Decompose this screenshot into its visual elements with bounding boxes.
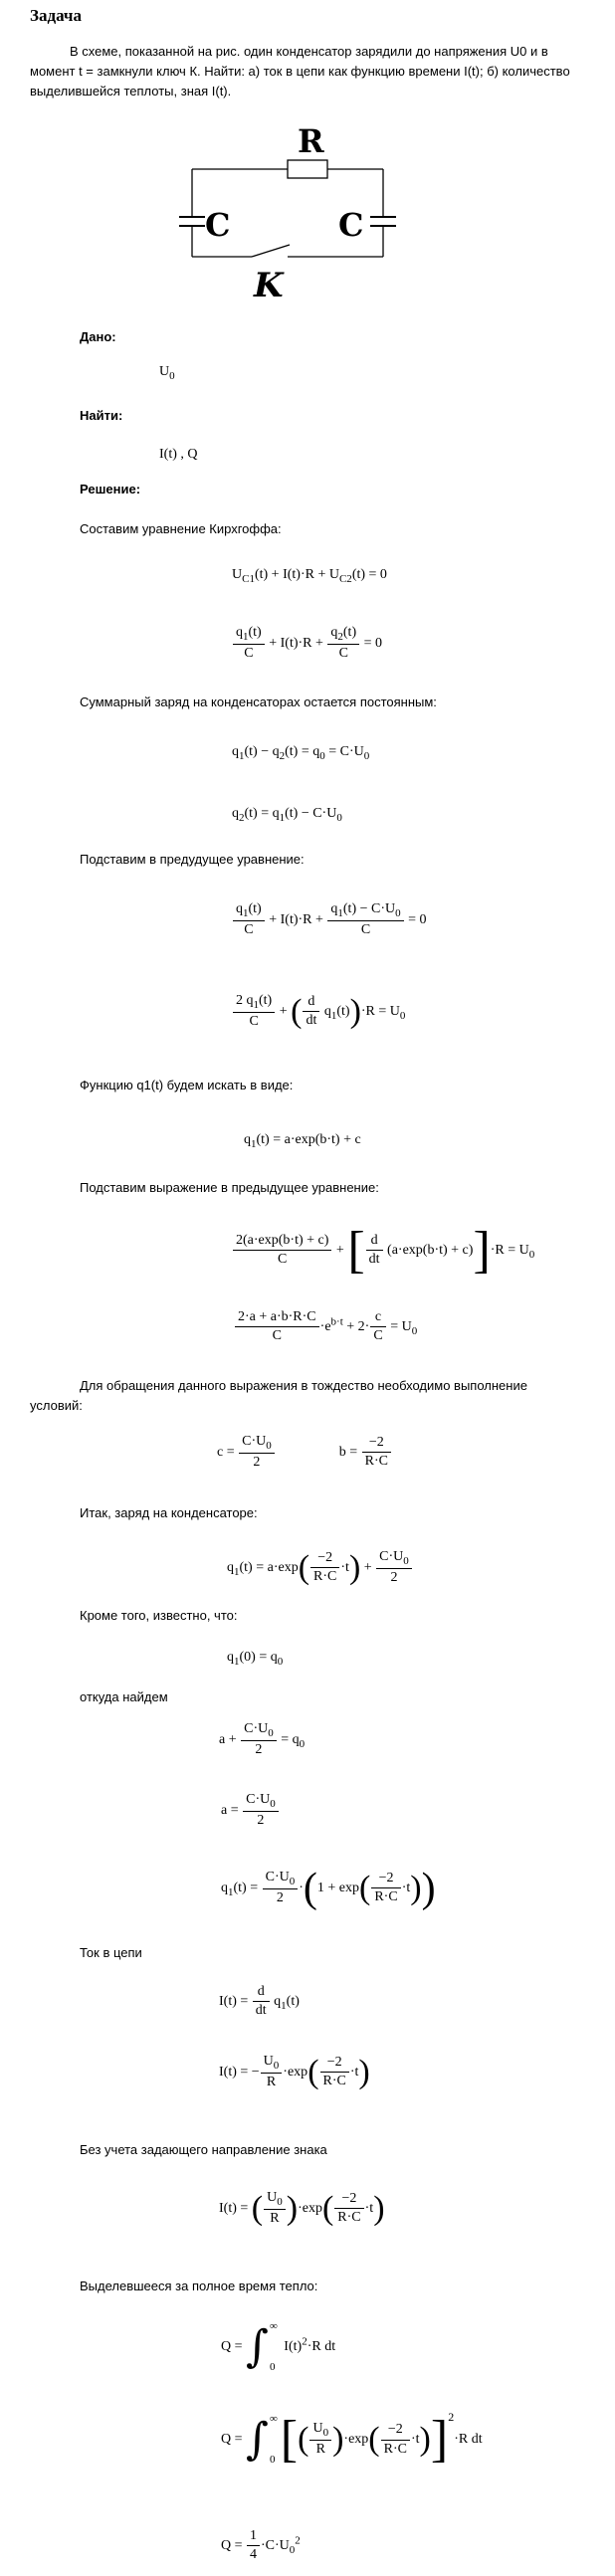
eq-current-magnitude: I(t) = ( $\frac{U_0}{R}$ )·exp( $\frac{-2}{R\cdot C}$ ·t) xyxy=(219,2189,385,2227)
step-substitute1: Подставим в предудущее уравнение: xyxy=(80,852,305,867)
switch-label: K xyxy=(254,266,284,305)
eq-current-solution: I(t) = − $\frac{U_0}{R}$ ·exp( $\frac{-2}{R\cdot C}$ ·t) xyxy=(219,2053,370,2090)
eq-a-equation: a + $\frac{C\cdot U_0}{2}$ = $q_0$ xyxy=(219,1720,305,1759)
eq-substituted: $\frac{q_1(t)}{C}$ + I(t)·R + $\frac{q_1(t) - C\cdot U_0}{C}$ = 0 xyxy=(232,900,427,939)
integral-icon: ∫ xyxy=(246,2414,269,2465)
step-substitute2: Подставим выражение в предыдущее уравнение: xyxy=(80,1180,379,1195)
eq-kirchhoff-charge: $\frac{q_1(t)}{C}$ + I(t)·R + $\frac{q_2(t)}{C}$ = 0 xyxy=(232,624,382,663)
capacitor-right-label: C xyxy=(338,206,364,244)
eq-coefficients: c = $\frac{C\cdot U_0}{2}$ b = $\frac{-2}{R\cdot C}$ xyxy=(217,1433,392,1472)
step-current: Ток в цепи xyxy=(80,1945,142,1960)
fraction: $\frac{2\cdot a + a\cdot b\cdot R\cdot C}{C}$ xyxy=(235,1308,319,1345)
integral-lower-limit: 0 xyxy=(269,2454,276,2466)
step-identity: Для обращения данного выражения в тождество необходимо выполнение условий: xyxy=(30,1378,527,1413)
fraction: $\frac{c}{C}$ xyxy=(370,1308,385,1345)
eq-heat-integral-expanded: Q = ∫ ∞ 0 [( $\frac{U_0}{R}$ )·exp( $\frac{-2}{R\cdot C}$ ·t)]2·R dt xyxy=(221,2410,483,2468)
integral xyxy=(246,2321,281,2373)
fraction: $\frac{1}{4}$ xyxy=(247,2527,260,2564)
fraction: $\frac{U_0}{R}$ xyxy=(264,2189,286,2228)
step-heat: Выделевшееся за полное время тепло: xyxy=(80,2279,318,2293)
fraction: $\frac{-2}{R\cdot C}$ xyxy=(320,2054,349,2090)
fraction: $\frac{C\cdot U_0}{2}$ xyxy=(239,1433,275,1472)
step-whence: откуда найдем xyxy=(80,1689,168,1704)
fraction: $\frac{C\cdot U_0}{2}$ xyxy=(376,1548,412,1587)
eq-heat-integral: Q = ∫ ∞ 0 $I(t)^2\cdot R$ dt xyxy=(221,2320,336,2373)
fraction: $\frac{2 q_1(t)}{C}$ xyxy=(233,992,275,1031)
solution-label: Решение: xyxy=(80,482,141,496)
given-label: Дано: xyxy=(80,329,116,344)
eq-q1-final: $q_1(t)$ = $\frac{C\cdot U_0}{2}$ ·(1 + exp( $\frac{-2}{R\cdot C}$ ·t)) xyxy=(221,1865,436,1911)
fraction: $\frac{q_2(t)}{C}$ xyxy=(327,624,359,663)
fraction: $\frac{-2}{R\cdot C}$ xyxy=(310,1549,339,1586)
eq-collected: $\frac{2\cdot a + a\cdot b\cdot R\cdot C}{C}$ $\cdot e^{b\cdot t} + 2\cdot$ $\frac{c}{C}$ = $U_0$ xyxy=(234,1308,417,1345)
derivative-fraction: $\frac{d}{dt}$ xyxy=(253,1983,270,2020)
fraction: $\frac{U_0}{R}$ xyxy=(261,2053,283,2091)
switch-arm xyxy=(252,245,290,257)
derivative-fraction: $\frac{d}{dt}$ xyxy=(303,993,319,1030)
eq-kirchhoff-voltage: $U_{C1}(t) + I(t)\cdot R + U_{C2}(t) = 0$ xyxy=(232,567,387,585)
fraction: $\frac{2(a\cdot\exp(b\cdot t) + c)}{C}$ xyxy=(233,1232,331,1269)
fraction: $\frac{-2}{R\cdot C}$ xyxy=(371,1870,400,1906)
derivative-fraction: $\frac{d}{dt}$ xyxy=(366,1232,383,1269)
step-sign: Без учета задающего направление знака xyxy=(80,2142,327,2157)
integral xyxy=(246,2414,281,2466)
given-value: $U_0$ xyxy=(159,364,175,382)
fraction: $\frac{q_1(t)}{C}$ xyxy=(233,624,265,663)
step-total-charge: Суммарный заряд на конденсаторах остается постоянным: xyxy=(80,694,437,709)
circuit-diagram xyxy=(0,114,615,308)
fraction: $\frac{-2}{R\cdot C}$ xyxy=(381,2421,410,2458)
eq-a-value: a = $\frac{C\cdot U_0}{2}$ xyxy=(221,1791,280,1830)
eq-current-derivative: I(t) = $\frac{d}{dt}$ $q_1(t)$ xyxy=(219,1983,300,2020)
eq-ode: $\frac{2 q_1(t)}{C}$ + ( $\frac{d}{dt}$ $q_1(t))\cdot R = U_0$ xyxy=(232,992,405,1031)
eq-ansatz: $q_1(t) = a\cdot\exp(b\cdot t) + c$ xyxy=(244,1132,361,1150)
fraction: $\frac{q_1(t) - C\cdot U_0}{C}$ xyxy=(327,900,403,939)
integral-icon: ∫ xyxy=(246,2321,269,2372)
step-kirchhoff: Составим уравнение Кирхгоффа: xyxy=(80,521,282,536)
eq-heat-result: Q = $\frac{1}{4}$ $\cdot C\cdot U_0^2$ xyxy=(221,2527,301,2564)
step-known: Кроме того, известно, что: xyxy=(80,1608,238,1623)
find-value: I(t) , Q xyxy=(159,447,198,462)
eq-q1-solution: $q_1(t) = a\cdot\exp$( $\frac{-2}{R\cdot C}$ ·t) + $\frac{C\cdot U_0}{2}$ xyxy=(227,1548,413,1587)
step-so-charge: Итак, заряд на конденсаторе: xyxy=(80,1505,258,1520)
fraction: $\frac{-2}{R\cdot C}$ xyxy=(334,2190,363,2227)
fraction: $\frac{q_1(t)}{C}$ xyxy=(233,900,265,939)
page-title: Задача xyxy=(30,6,82,25)
exponent: 2 xyxy=(448,2410,455,2425)
fraction: $\frac{U_0}{R}$ xyxy=(309,2420,331,2459)
problem-text: В схеме, показанной на рис. один конденсатор зарядили до напряжения U0 и в момент t = замкнули ключ К. Найти: а) ток в цепи как функцию времени I(t); б) количество выделившейся теплоты, зная I(t). xyxy=(30,44,570,99)
fraction: $\frac{C\cdot U_0}{2}$ xyxy=(263,1869,299,1907)
find-label: Найти: xyxy=(80,408,123,423)
integral-upper-limit: ∞ xyxy=(269,2320,278,2332)
eq-ansatz-substituted: $\frac{2(a\cdot\exp(b\cdot t) + c)}{C}$ + [ $\frac{d}{dt}$ $(a\cdot\exp(b\cdot t) + c)]\cdot R = U_0$ xyxy=(232,1232,534,1269)
integral-lower-limit: 0 xyxy=(269,2361,276,2373)
resistor-label: R xyxy=(298,122,324,160)
fraction: $\frac{-2}{R\cdot C}$ xyxy=(362,1434,391,1471)
eq-charge-conservation: $q_1(t) - q_2(t) = q_0 = C\cdot U_0$ xyxy=(232,744,370,762)
fraction: $\frac{C\cdot U_0}{2}$ xyxy=(243,1791,279,1830)
eq-q2-expression: $q_2(t) = q_1(t) - C\cdot U_0$ xyxy=(232,806,342,824)
fraction: $\frac{C\cdot U_0}{2}$ xyxy=(241,1720,277,1759)
eq-initial-condition: $q_1(0) = q_0$ xyxy=(227,1650,284,1668)
resistor-body xyxy=(288,160,327,178)
step-ansatz: Функцию q1(t) будем искать в виде: xyxy=(80,1078,294,1092)
integral-upper-limit: ∞ xyxy=(269,2413,278,2425)
capacitor-left-label: C xyxy=(205,206,231,244)
